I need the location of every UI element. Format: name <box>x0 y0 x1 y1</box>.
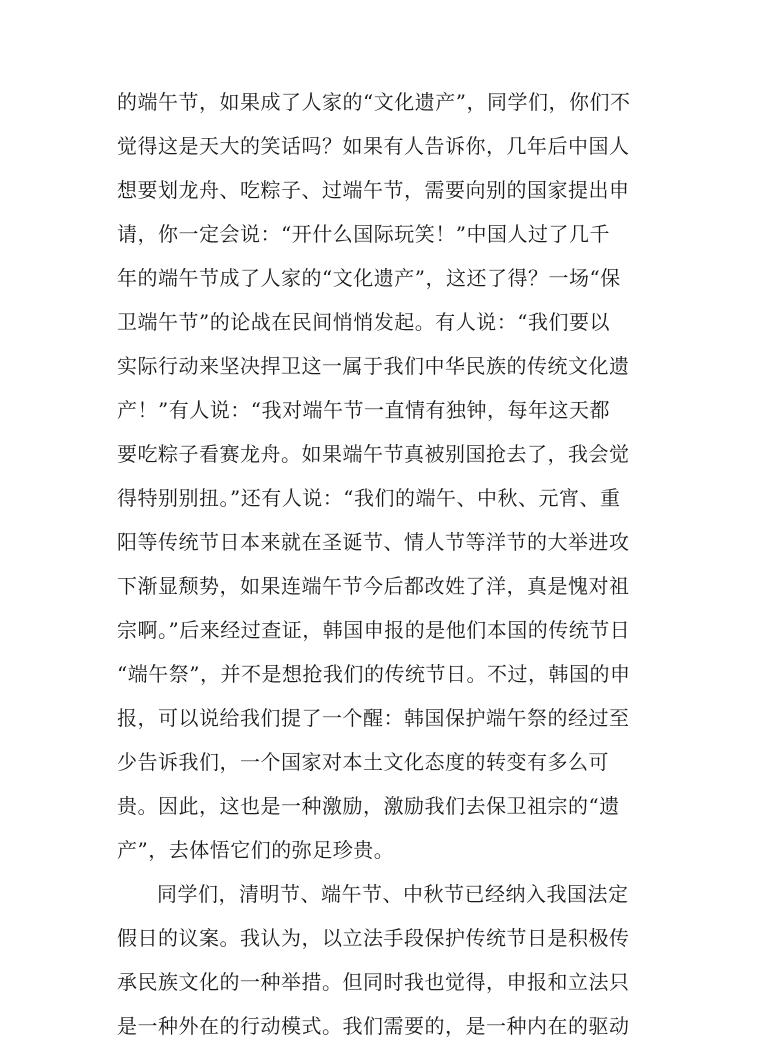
text-line: 得特别别扭。”还有人说：“我们的端午、中秋、元宵、重 <box>117 486 621 510</box>
text-line: 觉得这是天大的笑话吗？如果有人告诉你，几年后中国人 <box>117 134 630 158</box>
text-line: 承民族文化的一种举措。但同时我也觉得，申报和立法只 <box>117 970 630 994</box>
text-line: 的端午节，如果成了人家的“文化遗产”，同学们，你们不 <box>117 90 631 114</box>
text-line: 卫端午节”的论战在民间悄悄发起。有人说：“我们要以 <box>117 310 610 334</box>
text-line: “端午祭”，并不是想抢我们的传统节日。不过，韩国的申 <box>117 662 631 686</box>
paragraph-1 <box>117 80 657 872</box>
text-line: 少告诉我们，一个国家对本土文化态度的转变有多么可 <box>117 750 609 774</box>
text-line: 报，可以说给我们提了一个醒：韩国保护端午祭的经过至 <box>117 706 630 730</box>
text-line: 想要划龙舟、吃粽子、过端午节，需要向别的国家提出申 <box>117 178 630 202</box>
text-line: 下渐显颓势，如果连端午节今后都改姓了洋，真是愧对祖 <box>117 574 630 598</box>
text-line: 是一种外在的行动模式。我们需要的，是一种内在的驱动 <box>117 1014 630 1038</box>
text-line: 同学们，清明节、端午节、中秋节已经纳入我国法定 <box>157 882 629 906</box>
text-line: 实际行动来坚决捍卫这一属于我们中华民族的传统文化遗 <box>117 354 630 378</box>
paragraph-2 <box>117 872 657 1048</box>
text-line: 宗啊。”后来经过查证，韩国申报的是他们本国的传统节日 <box>117 618 631 642</box>
text-line: 要吃粽子看赛龙舟。如果端午节真被别国抢去了，我会觉 <box>117 442 630 466</box>
text-line: 假日的议案。我认为，以立法手段保护传统节日是积极传 <box>117 926 630 950</box>
text-line: 产！”有人说：“我对端午节一直情有独钟，每年这天都 <box>117 398 610 422</box>
document-body <box>117 80 657 1048</box>
text-line: 阳等传统节日本来就在圣诞节、情人节等洋节的大举进攻 <box>117 530 630 554</box>
text-line: 年的端午节成了人家的“文化遗产”，这还了得？一场“保 <box>117 266 621 290</box>
text-line: 贵。因此，这也是一种激励，激励我们去保卫祖宗的“遗 <box>117 794 620 818</box>
text-line: 产”，去体悟它们的弥足珍贵。 <box>117 838 395 862</box>
text-line: 请，你一定会说：“开什么国际玩笑！”中国人过了几千 <box>117 222 610 246</box>
